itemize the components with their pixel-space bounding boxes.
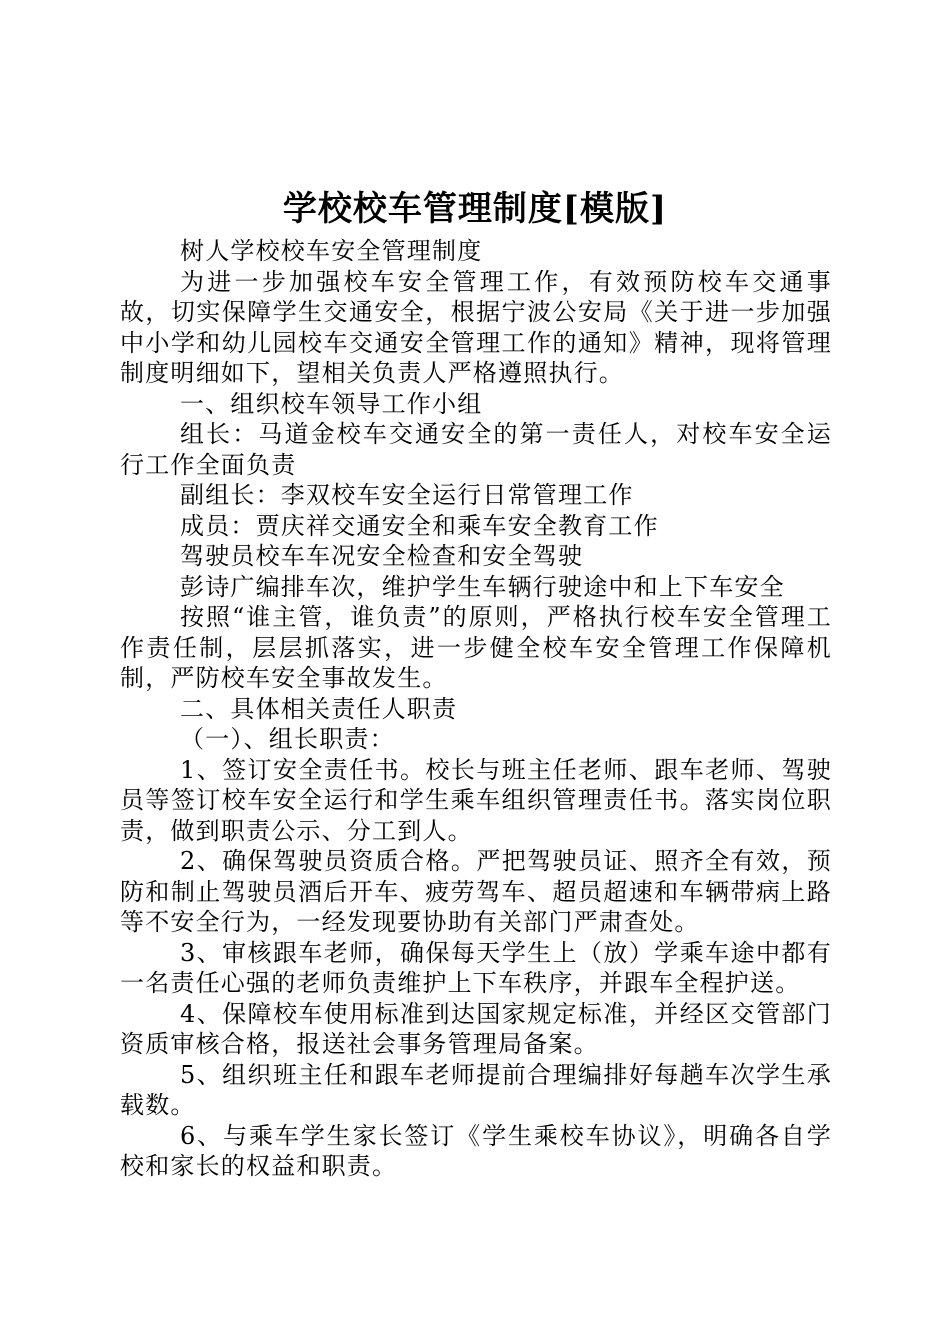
section-heading-2: 二、具体相关责任人职责 (180, 694, 458, 723)
subsection-heading-leader-duties: （一）、组长职责： (180, 725, 395, 753)
list-item-6: 6、与乘车学生家长签订《学生乘校车协议》，明确各自学校和家长的权益和职责。 (120, 1121, 832, 1180)
paragraph-school-heading: 树人学校校车安全管理制度 (180, 237, 483, 265)
document-body (120, 236, 832, 1182)
paragraph-leader: 组长：马道金校车交通安全的第一责任人，对校车安全运行工作全面负责 (120, 420, 832, 479)
paragraph-intro: 为进一步加强校车安全管理工作，有效预防校车交通事故，切实保障学生交通安全，根据宁波公安局《关于进一步加强中小学和幼儿园校车交通安全管理工作的通知》精神，现将管理制度明细如下，望相关负责人严格遵照执行。 (120, 267, 832, 387)
paragraph-principle: 按照“谁主管，谁负责”的原则，严格执行校车安全管理工作责任制，层层抓落实，进一步健全校车安全管理工作保障机制，严防校车安全事故发生。 (120, 603, 832, 692)
section-heading-1: 一、组织校车领导工作小组 (180, 389, 483, 418)
paragraph-member: 成员：贾庆祥交通安全和乘车安全教育工作 (180, 511, 659, 540)
list-item-1: 1、签订安全责任书。校长与班主任老师、跟车老师、驾驶员等签订校车安全运行和学生乘车组织管理责任书。落实岗位职责，做到职责公示、分工到人。 (120, 755, 832, 845)
list-item-2: 2、确保驾驶员资质合格。严把驾驶员证、照齐全有效，预防和制止驾驶员酒后开车、疲劳驾车、超员超速和车辆带病上路等不安全行为，一经发现要协助有关部门严肃查处。 (120, 847, 832, 936)
paragraph-scheduler: 彭诗广编排车次，维护学生车辆行驶途中和上下车安全 (180, 572, 785, 601)
paragraph-deputy-leader: 副组长：李双校车安全运行日常管理工作 (180, 481, 634, 509)
list-item-5: 5、组织班主任和跟车老师提前合理编排好每趟车次学生承载数。 (120, 1060, 832, 1119)
list-item-4: 4、保障校车使用标准到达国家规定标准，并经区交管部门资质审核合格，报送社会事务管理局备案。 (120, 999, 832, 1058)
list-item-3: 3、审核跟车老师，确保每天学生上（放）学乘车途中都有一名责任心强的老师负责维护上下车秩序，并跟车全程护送。 (120, 938, 832, 997)
document-title: 学校校车管理制度[模版] (282, 189, 668, 229)
paragraph-driver: 驾驶员校车车况安全检查和安全驾驶 (180, 542, 584, 570)
